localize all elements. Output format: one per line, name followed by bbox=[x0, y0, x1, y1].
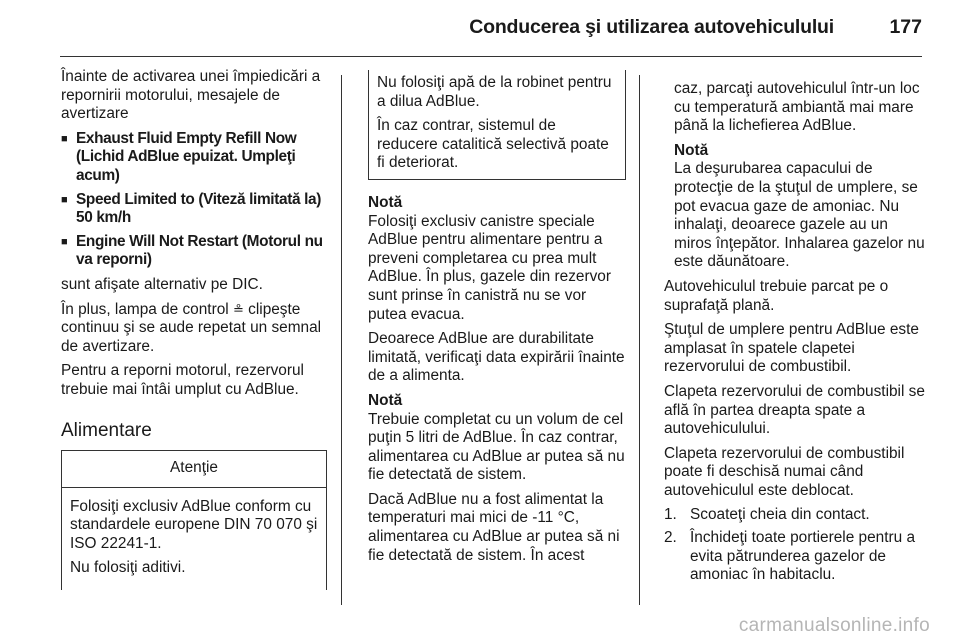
list-item bbox=[664, 506, 926, 525]
note-text: La deşurubarea capacului de protecţie de la ştuţul de umplere, se pot evacua gaze de amoniac. Nu inhalaţi, deoarece gazele au un miros înţepător. Inhalarea gazelor nu este dăunătoare. bbox=[674, 160, 925, 271]
column-3 bbox=[664, 80, 926, 589]
warning-box-continued bbox=[368, 70, 626, 180]
warning-text: Folosiţi exclusiv AdBlue conform cu standardele europene DIN 70 070 şi ISO 22241-1. bbox=[70, 497, 318, 552]
list-item: ■ Speed Limited to (Viteză limitată la) 50 km/h bbox=[61, 191, 327, 228]
caution-text: Nu folosiţi apă de la robinet pentru a dilua AdBlue. bbox=[377, 74, 612, 110]
page-number: 177 bbox=[889, 16, 922, 38]
list-item: ■ Engine Will Not Restart (Motorul nu va reporni) bbox=[61, 233, 327, 270]
column-1 bbox=[61, 68, 327, 590]
restart-paragraph: Pentru a reporni motorul, rezervorul trebuie mai întâi umplut cu AdBlue. bbox=[61, 362, 304, 398]
temperature-paragraph: Dacă AdBlue nu a fost alimentat la temperaturi mai mici de -11 °C, alimentarea cu AdBlue ar putea să ni fie detectată de sistem. În acest bbox=[368, 490, 620, 564]
list-item bbox=[664, 529, 926, 585]
warning-text: Nu folosiţi aditivi. bbox=[70, 559, 186, 577]
column-divider-1 bbox=[341, 75, 342, 605]
lamp-paragraph bbox=[61, 301, 327, 357]
warning-message-list bbox=[61, 130, 327, 270]
step-text: Închideţi toate portierele pentru a evita pătrunderea gazelor de amoniac în habitaclu. bbox=[690, 529, 916, 584]
column-divider-2 bbox=[639, 75, 640, 605]
step-text: Scoateţi cheia din contact. bbox=[690, 506, 870, 524]
caution-text: În caz contrar, sistemul de reducere catalitică selectivă poate fi deteriorat. bbox=[377, 117, 609, 172]
step-number: 2. bbox=[664, 529, 677, 547]
lamp-text-before: În plus, lampa de control bbox=[61, 300, 229, 318]
page-title: Conducerea şi utilizarea autovehiculului bbox=[469, 16, 834, 38]
intro-paragraph: Înainte de activarea unei împiedicări a repornirii motorului, mesajele de avertizare bbox=[61, 68, 321, 123]
note-text: Folosiţi exclusiv canistre speciale AdBlue pentru alimentare pentru a preveni completarea cu prea mult AdBlue. În plus, gazele din rezervor sunt prinse în canistră nu se vor putea evacua. bbox=[368, 212, 611, 323]
lamp-text-after: clipeşte continuu şi se aude repetat un semnal de avertizare. bbox=[61, 300, 322, 355]
adblue-warning-icon: ≗ bbox=[232, 301, 244, 317]
note-label: Notă bbox=[674, 141, 709, 159]
note-block bbox=[664, 80, 926, 272]
warning-title: Atenţie bbox=[62, 451, 326, 488]
filler-location-paragraph: Ştuţul de umplere pentru AdBlue este amplasat în spatele clapetei rezervorului de combustibil. bbox=[664, 321, 919, 376]
header-divider bbox=[60, 56, 922, 57]
column-2 bbox=[368, 74, 626, 571]
step-list bbox=[664, 506, 926, 584]
warning-box bbox=[61, 450, 327, 590]
continued-paragraph: caz, parcaţi autovehiculul într-un loc cu temperatură ambiantă mai mare până la lichefierea AdBlue. bbox=[674, 80, 920, 135]
flap-unlock-paragraph: Clapeta rezervorului de combustibil poate fi deschisă numai când autovehiculul este deblocat. bbox=[664, 444, 905, 499]
warning-body bbox=[62, 488, 326, 590]
note-text: Trebuie completat cu un volum de cel puţin 5 litri de AdBlue. În caz contrar, alimentarea cu AdBlue ar putea să nu fie detectată de sistem. bbox=[368, 410, 625, 484]
list-item: ■ Exhaust Fluid Empty Refill Now (Lichid AdBlue epuizat. Umpleţi acum) bbox=[61, 130, 327, 186]
note-label: Notă bbox=[368, 193, 403, 211]
watermark: carmanualsonline.info bbox=[738, 615, 930, 637]
parking-paragraph: Autovehiculul trebuie parcat pe o suprafaţă plană. bbox=[664, 277, 889, 314]
dic-paragraph: sunt afişate alternativ pe DIC. bbox=[61, 275, 263, 293]
step-number: 1. bbox=[664, 506, 677, 524]
durability-paragraph: Deoarece AdBlue are durabilitate limitată, verificaţi data expirării înainte de a alimenta. bbox=[368, 330, 625, 385]
section-heading: Alimentare bbox=[61, 419, 152, 441]
flap-location-paragraph: Clapeta rezervorului de combustibil se află în partea dreapta spate a autovehiculului. bbox=[664, 382, 925, 438]
note-label: Notă bbox=[368, 391, 403, 409]
